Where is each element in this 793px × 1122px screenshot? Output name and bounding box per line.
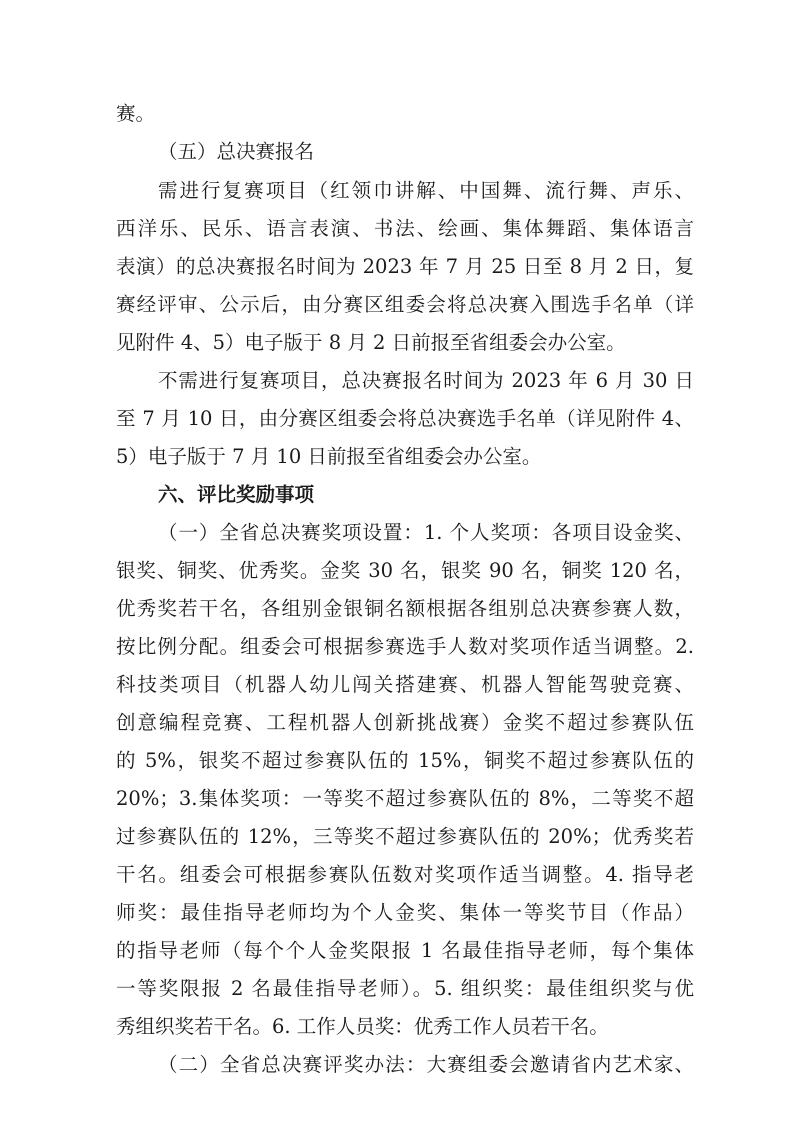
text-line: 至 7 月 10 日，由分赛区组委会将总决赛选手名单（详见附件 4、 bbox=[116, 407, 694, 430]
text-line: 优秀奖若干名，各组别金银铜名额根据各组别总决赛参赛人数， bbox=[116, 597, 694, 620]
text-line: 师奖：最佳指导老师均为个人金奖、集体一等奖节目（作品） bbox=[116, 901, 694, 924]
text-line: 需进行复赛项目（红领巾讲解、中国舞、流行舞、声乐、 bbox=[158, 179, 694, 202]
text-line: 干名。组委会可根据参赛队伍数对奖项作适当调整。4. 指导老 bbox=[116, 863, 694, 886]
text-line: 的 5%，银奖不超过参赛队伍的 15%，铜奖不超过参赛队伍的 bbox=[116, 749, 694, 772]
text-line: 表演）的总决赛报名时间为 2023 年 7 月 25 日至 8 月 2 日，复 bbox=[116, 255, 694, 278]
text-line: （二）全省总决赛评奖办法：大赛组委会邀请省内艺术家、 bbox=[158, 1053, 694, 1076]
text-line: 赛。 bbox=[116, 102, 156, 125]
text-line: 一等奖限报 2 名最佳指导老师）。5. 组织奖：最佳组织奖与优 bbox=[116, 977, 694, 1000]
text-line: 20%；3.集体奖项：一等奖不超过参赛队伍的 8%，二等奖不超 bbox=[116, 787, 694, 810]
text-line: 赛经评审、公示后，由分赛区组委会将总决赛入围选手名单（详 bbox=[116, 293, 694, 316]
text-line: 过参赛队伍的 12%，三等奖不超过参赛队伍的 20%；优秀奖若 bbox=[116, 825, 694, 848]
text-line: 西洋乐、民乐、语言表演、书法、绘画、集体舞蹈、集体语言 bbox=[116, 217, 694, 240]
text-line: 银奖、铜奖、优秀奖。金奖 30 名，银奖 90 名，铜奖 120 名， bbox=[116, 559, 694, 582]
text-line: 不需进行复赛项目，总决赛报名时间为 2023 年 6 月 30 日 bbox=[158, 369, 694, 392]
section-heading: 六、评比奖励事项 bbox=[158, 483, 315, 506]
section-heading: （五）总决赛报名 bbox=[158, 140, 315, 163]
text-line: 创意编程竞赛、工程机器人创新挑战赛）金奖不超过参赛队伍 bbox=[116, 711, 694, 734]
text-line: 科技类项目（机器人幼儿闯关搭建赛、机器人智能驾驶竞赛、 bbox=[116, 673, 694, 696]
text-line: 的指导老师（每个个人金奖限报 1 名最佳指导老师，每个集体 bbox=[116, 939, 694, 962]
text-line: 5）电子版于 7 月 10 日前报至省组委会办公室。 bbox=[116, 445, 542, 468]
text-line: 秀组织奖若干名。6. 工作人员奖：优秀工作人员若干名。 bbox=[116, 1015, 609, 1038]
text-line: （一）全省总决赛奖项设置：1. 个人奖项：各项目设金奖、 bbox=[158, 521, 694, 544]
text-line: 按比例分配。组委会可根据参赛选手人数对奖项作适当调整。2. bbox=[116, 635, 694, 658]
text-line: 见附件 4、5）电子版于 8 月 2 日前报至省组委会办公室。 bbox=[116, 331, 626, 354]
